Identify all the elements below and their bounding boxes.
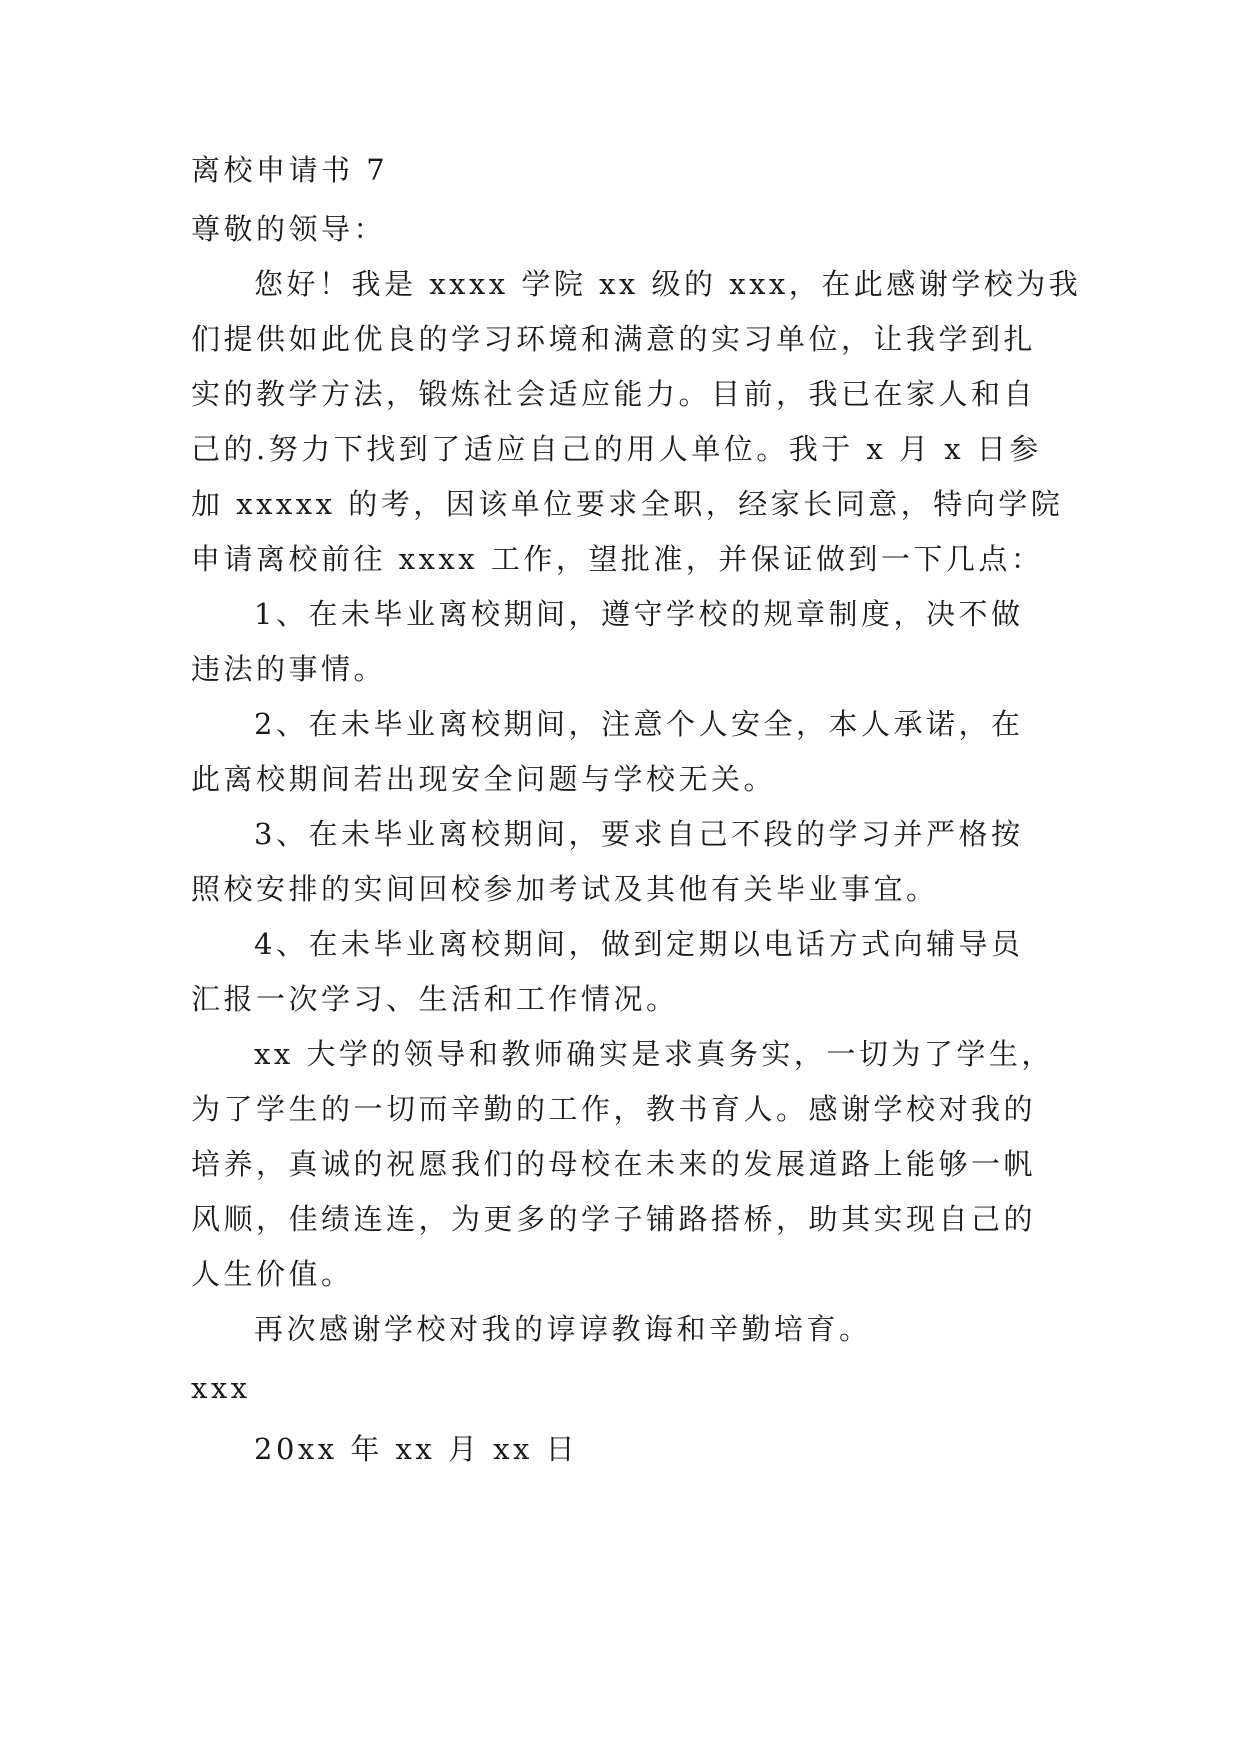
- list-item-1-cont: 违法的事情。: [191, 652, 387, 686]
- salutation: 尊敬的领导：: [191, 212, 387, 246]
- body-line: 加 xxxxx 的考，因该单位要求全职，经家长同意，特向学院: [191, 487, 1064, 521]
- list-item-4: 4、在未毕业离校期间，做到定期以电话方式向辅导员: [254, 927, 1024, 961]
- signature: xxx: [191, 1371, 251, 1405]
- closing-paragraph-line: 风顺，佳绩连连，为更多的学子铺路搭桥，助其实现自己的: [191, 1202, 1037, 1236]
- closing-paragraph-line: 培养，真诚的祝愿我们的母校在未来的发展道路上能够一帆: [191, 1147, 1037, 1181]
- body-line: 实的教学方法，锻炼社会适应能力。目前，我已在家人和自: [191, 377, 1037, 411]
- thanks-line: 再次感谢学校对我的谆谆教诲和辛勤培育。: [254, 1312, 872, 1346]
- date: 20xx 年 xx 月 xx 日: [254, 1432, 579, 1466]
- body-line: 申请离校前往 xxxx 工作，望批准，并保证做到一下几点：: [191, 542, 1044, 576]
- list-item-4-cont: 汇报一次学习、生活和工作情况。: [191, 982, 679, 1016]
- body-line: 您好！我是 xxxx 学院 xx 级的 xxx，在此感谢学校为我: [254, 267, 1082, 301]
- document-title: 离校申请书 7: [191, 153, 389, 187]
- body-line: 己的.努力下找到了适应自己的用人单位。我于 x 月 x 日参: [191, 432, 1042, 466]
- list-item-3-cont: 照校安排的实间回校参加考试及其他有关毕业事宜。: [191, 872, 939, 906]
- closing-paragraph-line: xx 大学的领导和教师确实是求真务实，一切为了学生，: [254, 1037, 1054, 1071]
- body-line: 们提供如此优良的学习环境和满意的实习单位，让我学到扎: [191, 322, 1037, 356]
- closing-paragraph-line: 为了学生的一切而辛勤的工作，教书育人。感谢学校对我的: [191, 1092, 1037, 1126]
- list-item-1: 1、在未毕业离校期间，遵守学校的规章制度，决不做: [254, 597, 1024, 631]
- list-item-2: 2、在未毕业离校期间，注意个人安全，本人承诺，在: [254, 707, 1024, 741]
- list-item-2-cont: 此离校期间若出现安全问题与学校无关。: [191, 762, 777, 796]
- closing-paragraph-line: 人生价值。: [191, 1257, 354, 1291]
- list-item-3: 3、在未毕业离校期间，要求自己不段的学习并严格按: [254, 817, 1024, 851]
